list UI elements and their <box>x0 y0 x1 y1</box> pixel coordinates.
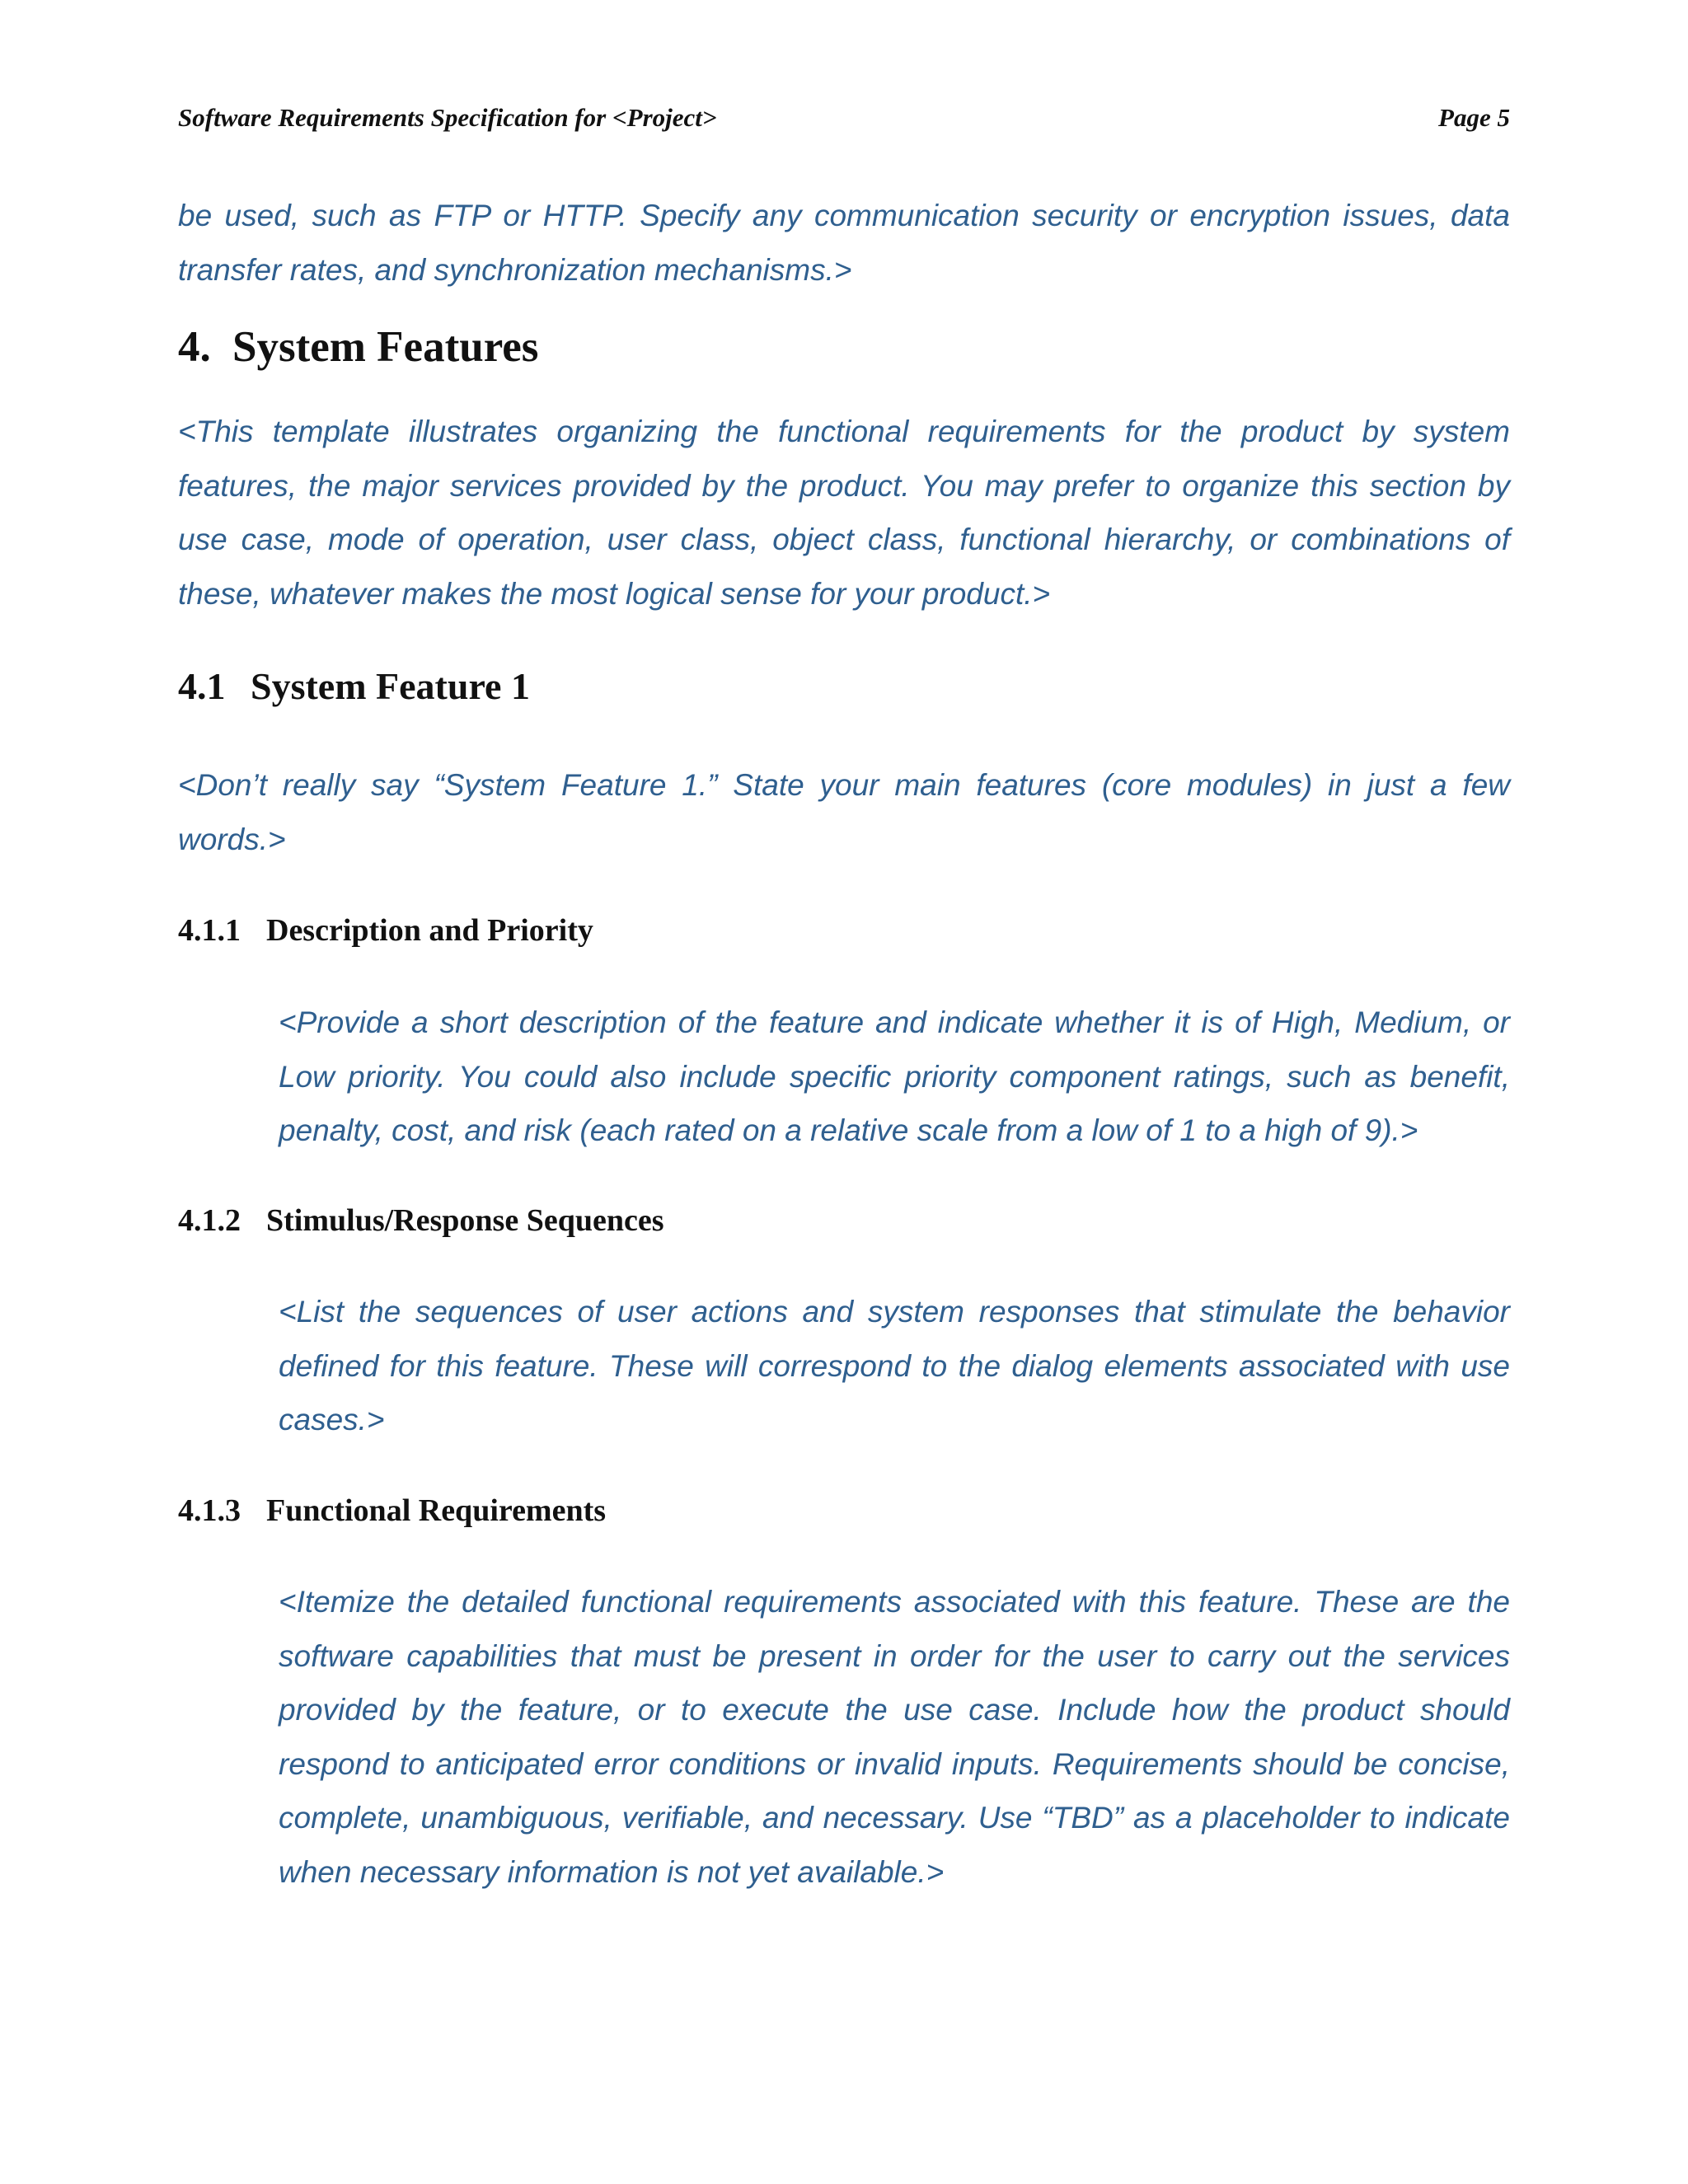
section-title: System Feature 1 <box>251 665 530 707</box>
page-header <box>178 97 1510 138</box>
page-number: Page 5 <box>1438 103 1510 132</box>
section-4-1-3-paragraph: <Itemize the detailed functional requirements associated with this feature. These are the software capabilities that must be present in order for the user to carry out the services provided by the feature, or to execute the use case. Include how the product should respond to anticipated error conditions or invalid inputs. Requirements should be concise, complete, unambiguous, verifiable, and necessary. Use “TBD” as a placeholder to indicate when necessary information is not yet available.> <box>279 1585 1510 1889</box>
section-number: 4.1.2 <box>178 1203 241 1238</box>
section-4-heading <box>178 318 538 376</box>
section-number: 4.1 <box>178 665 226 707</box>
section-title: Functional Requirements <box>266 1493 607 1528</box>
section-4-1-3-heading <box>178 1488 606 1533</box>
continuation-paragraph: be used, such as FTP or HTTP. Specify any communication security or encryption issues, data transfer rates, and synchronization mechanisms.> <box>178 199 1510 287</box>
section-4-1-1-heading <box>178 908 593 953</box>
section-4-1-heading <box>178 659 530 714</box>
section-number: 4.1.3 <box>178 1493 241 1528</box>
section-4-paragraph: <This template illustrates organizing the functional requirements for the product by system features, the major services provided by the product. You may prefer to organize this section by use case, mode of operation, user class, object class, functional hierarchy, or combinations of these, whatever makes the most logical sense for your product.> <box>178 415 1510 611</box>
section-title: System Features <box>232 323 539 371</box>
header-title: Software Requirements Specification for <Project> <box>178 103 717 132</box>
section-title: Description and Priority <box>266 913 593 948</box>
section-number: 4. <box>178 323 211 371</box>
section-4-1-2-paragraph: <List the sequences of user actions and system responses that stimulate the behavior defined for this feature. These will correspond to the dialog elements associated with use cases.> <box>279 1295 1510 1436</box>
section-number: 4.1.1 <box>178 913 241 948</box>
section-4-1-2-heading <box>178 1198 663 1243</box>
section-4-1-1-paragraph: <Provide a short description of the feature and indicate whether it is of High, Medium, or Low priority. You could also include specific priority component ratings, such as benefit, penalty, cost, and risk (each rated on a relative scale from a low of 1 to a high of 9).> <box>279 1005 1510 1147</box>
section-title: Stimulus/Response Sequences <box>266 1203 664 1238</box>
section-4-1-paragraph: <Don’t really say “System Feature 1.” State your main features (core modules) in just a few words.> <box>178 768 1510 856</box>
